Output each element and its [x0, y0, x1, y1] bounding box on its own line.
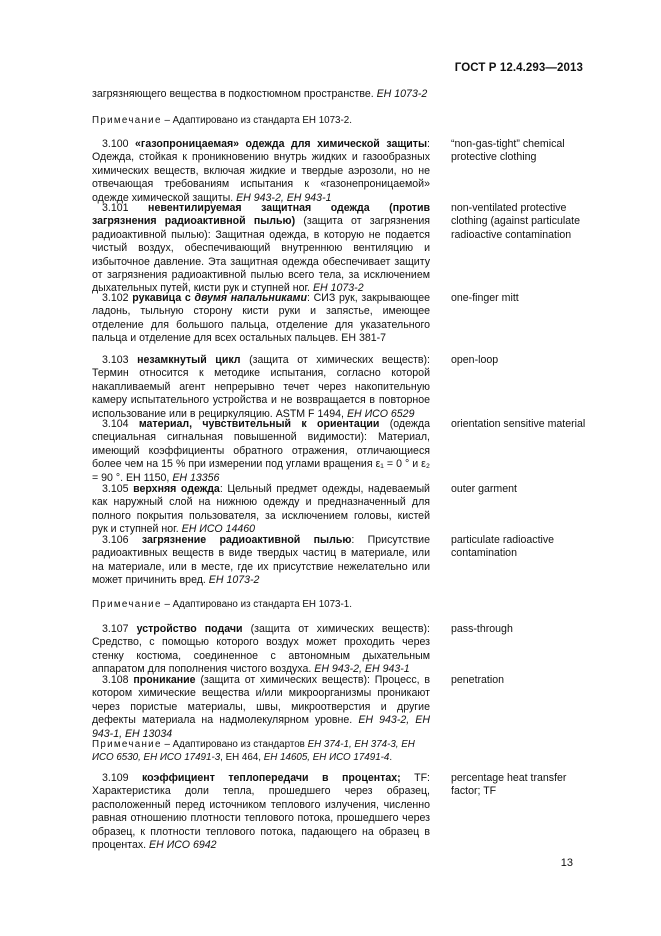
continued-text: загрязняющего вещества в подкостюмном пространстве.: [92, 88, 377, 100]
entry-3-105: [92, 483, 430, 537]
entry-3-102: [92, 292, 430, 346]
entry-ref: ЕН 943-2, ЕН 943-1, ЕН 13034: [92, 714, 430, 740]
entry-ref: ЕН ИСО 14460: [181, 523, 256, 536]
entry-term: устройство подачи: [136, 623, 243, 635]
entry-definition: (защита от химических веществ): Средство, с помощью которого воздух может проходить через стенку костюма, соединенное с автономным дыхательным аппаратом для пополнения чистого воздуха.: [92, 623, 430, 676]
entry-3-104-en: orientation sensitive material: [451, 418, 586, 430]
entry-3-102-en: one-finger mitt: [451, 292, 519, 304]
entry-definition: (одежда специальная сигнальная повышенной видимости): Материал, имеющий коэффициенты обратного отражения, отличающиеся более чем на 15 % при измерении под углами вращения ε₁ = 0 ° и ε₂ = 90 °. ЕН 1150,: [92, 418, 430, 484]
entry-3-101-en: non-ventilated protective clothing (against particulate radioactive contamination: [451, 202, 580, 241]
page-number: 13: [560, 857, 573, 869]
entry-3-109-en: percentage heat transfer factor; TF: [451, 772, 567, 798]
note-text: – Адаптировано из стандартов: [161, 739, 308, 750]
entry-definition: : Цельный предмет одежды, надеваемый как наружный слой на нижнюю одежду и предназначенный для полного покрытия пользователя, за исключением головы, кистей рук и ступней ног.: [92, 483, 430, 536]
entry-3-104: [92, 418, 430, 485]
entry-number: 3.106: [102, 534, 142, 546]
entry-number: 3.109: [102, 772, 142, 784]
entry-3-108-en: penetration: [451, 674, 505, 686]
entry-ref: ЕН ИСО 6942: [149, 839, 217, 852]
continued-paragraph: [92, 88, 430, 101]
entry-3-100-en: “non-gas-tight” chemical protective clothing: [451, 138, 565, 164]
entry-term: незамкнутый цикл: [137, 354, 241, 366]
entry-term: материал, чувствительный к ориентации: [138, 418, 380, 430]
note-label: Примечание: [92, 115, 162, 126]
entry-number: 3.103: [102, 354, 138, 366]
note-mid: , ЕН 464,: [220, 752, 264, 763]
entry-3-101: [92, 202, 430, 296]
note-label: Примечание: [92, 739, 162, 750]
entry-definition: : СИЗ рук, закрывающее ладонь, тыльную сторону кисти руки и запястье, имеющее отделение для большого пальца, отделение для указательного пальца и отделение для всех остальных пальцев. ЕН 381-7: [92, 292, 430, 345]
entry-term: коэффициент теплопередачи в процентах;: [141, 772, 401, 784]
entry-definition: : Присутствие радиоактивных веществ в виде твердых частиц в материале, или на материале, или в месте, где их присутствие нежелательно или может причинить вред.: [92, 534, 430, 587]
entry-3-107: [92, 623, 430, 677]
entry-definition: : Одежда, стойкая к проникновению внутрь жидких и газообразных химических веществ, включая жидкие и твердые аэрозоли, но не отвечающая требованиям испытания к «газонепроницаемой» одежде химической защиты.: [92, 138, 430, 204]
entry-term: загрязнение радиоактивной пылью: [141, 534, 352, 546]
entry-3-106-en: particulate radioactive contamination: [451, 534, 555, 560]
entry-number: 3.105: [102, 483, 134, 495]
entry-3-100: [92, 138, 430, 205]
entry-ref: ЕН 13356: [172, 471, 220, 484]
entry-3-108: [92, 674, 430, 741]
note-3: [92, 738, 430, 764]
entry-ref: ЕН 1073-2: [312, 282, 364, 295]
entry-term: невентилируемая защитная одежда (против загрязнения радиоактивной пылью): [92, 202, 430, 228]
entry-term: «газопроницаемая» одежда для химической защиты: [135, 138, 428, 150]
entry-3-103-en: open-loop: [451, 354, 499, 366]
note-end: .: [389, 752, 393, 763]
entry-number: 3.108: [102, 674, 134, 686]
note-refs: ЕН 374-1, ЕН 374-3, ЕН ИСО 6530, ЕН ИСО 17491-3: [92, 739, 415, 763]
entry-definition: (защита от загрязнения радиоактивной пылью): Защитная одежда, в которую не подается чистый воздух, обеспечивающий внутреннюю вентиляцию и избыточное давление. Эта защитная одежда обеспечивает защиту от загрязнения радиоактивной пылью всего тела, за исключением дыхательных путей, кисти рук и ступней ног.: [92, 215, 430, 295]
entry-number: 3.102: [102, 292, 133, 304]
entry-3-107-en: pass-through: [451, 623, 513, 635]
entry-number: 3.107: [102, 623, 137, 635]
entry-ref: ЕН 943-2, ЕН 943-1: [314, 663, 410, 676]
entry-definition: (защита от химических веществ): Процесс, в котором химические вещества и/или микроорганизмы проникают через пористые материалы, швы, микроотверстия и другие дефекты материала на надмолекулярном уровне.: [92, 674, 430, 727]
entry-term: рукавица с: [132, 292, 195, 304]
note-refs-2: ЕН 14605, ЕН ИСО 17491-4: [263, 752, 390, 763]
note-text: – Адаптировано из стандарта ЕН 1073-1.: [161, 599, 352, 610]
entry-3-109: [92, 772, 430, 852]
entry-definition: (защита от химических веществ): Термин относится к методике испытания, согласно которой накапливаемый агент непрерывно течет через накопительную камеру испытательного устройства и не возвращается в повторное использование или в рециркуляцию. ASTM F 1494,: [92, 354, 430, 420]
entry-number: 3.101: [102, 202, 149, 214]
standard-header: ГОСТ Р 12.4.293—2013: [454, 62, 583, 74]
entry-term: верхняя одежда: [133, 483, 220, 495]
entry-ref: ЕН ИСО 6529: [346, 407, 415, 420]
entry-term: проникание: [133, 674, 196, 686]
entry-3-105-en: outer garment: [451, 483, 517, 495]
entry-ref: ЕН 1073-2: [208, 574, 260, 587]
note-text: – Адаптировано из стандарта ЕН 1073-2.: [161, 115, 352, 126]
entry-number: 3.100: [102, 138, 136, 150]
entry-definition: TF: Характеристика доли тепла, прошедшего через образец, расположенный перед источником теплового излучения, численно равная отношению плотности теплового потока, прошедшего через образец, к плотности теплового потока, падающего на образец в процентах.: [92, 772, 430, 852]
note-1: [92, 114, 430, 127]
entry-3-106: [92, 534, 430, 588]
entry-ref: ЕН 943-2, ЕН 943-1: [236, 191, 332, 204]
note-2: [92, 598, 430, 611]
continued-ref: ЕН 1073-2: [376, 88, 428, 100]
entry-number: 3.104: [102, 418, 139, 430]
entry-term-italic: двумя напальниками: [194, 292, 307, 304]
note-label: Примечание: [92, 599, 162, 610]
entry-3-103: [92, 354, 430, 421]
